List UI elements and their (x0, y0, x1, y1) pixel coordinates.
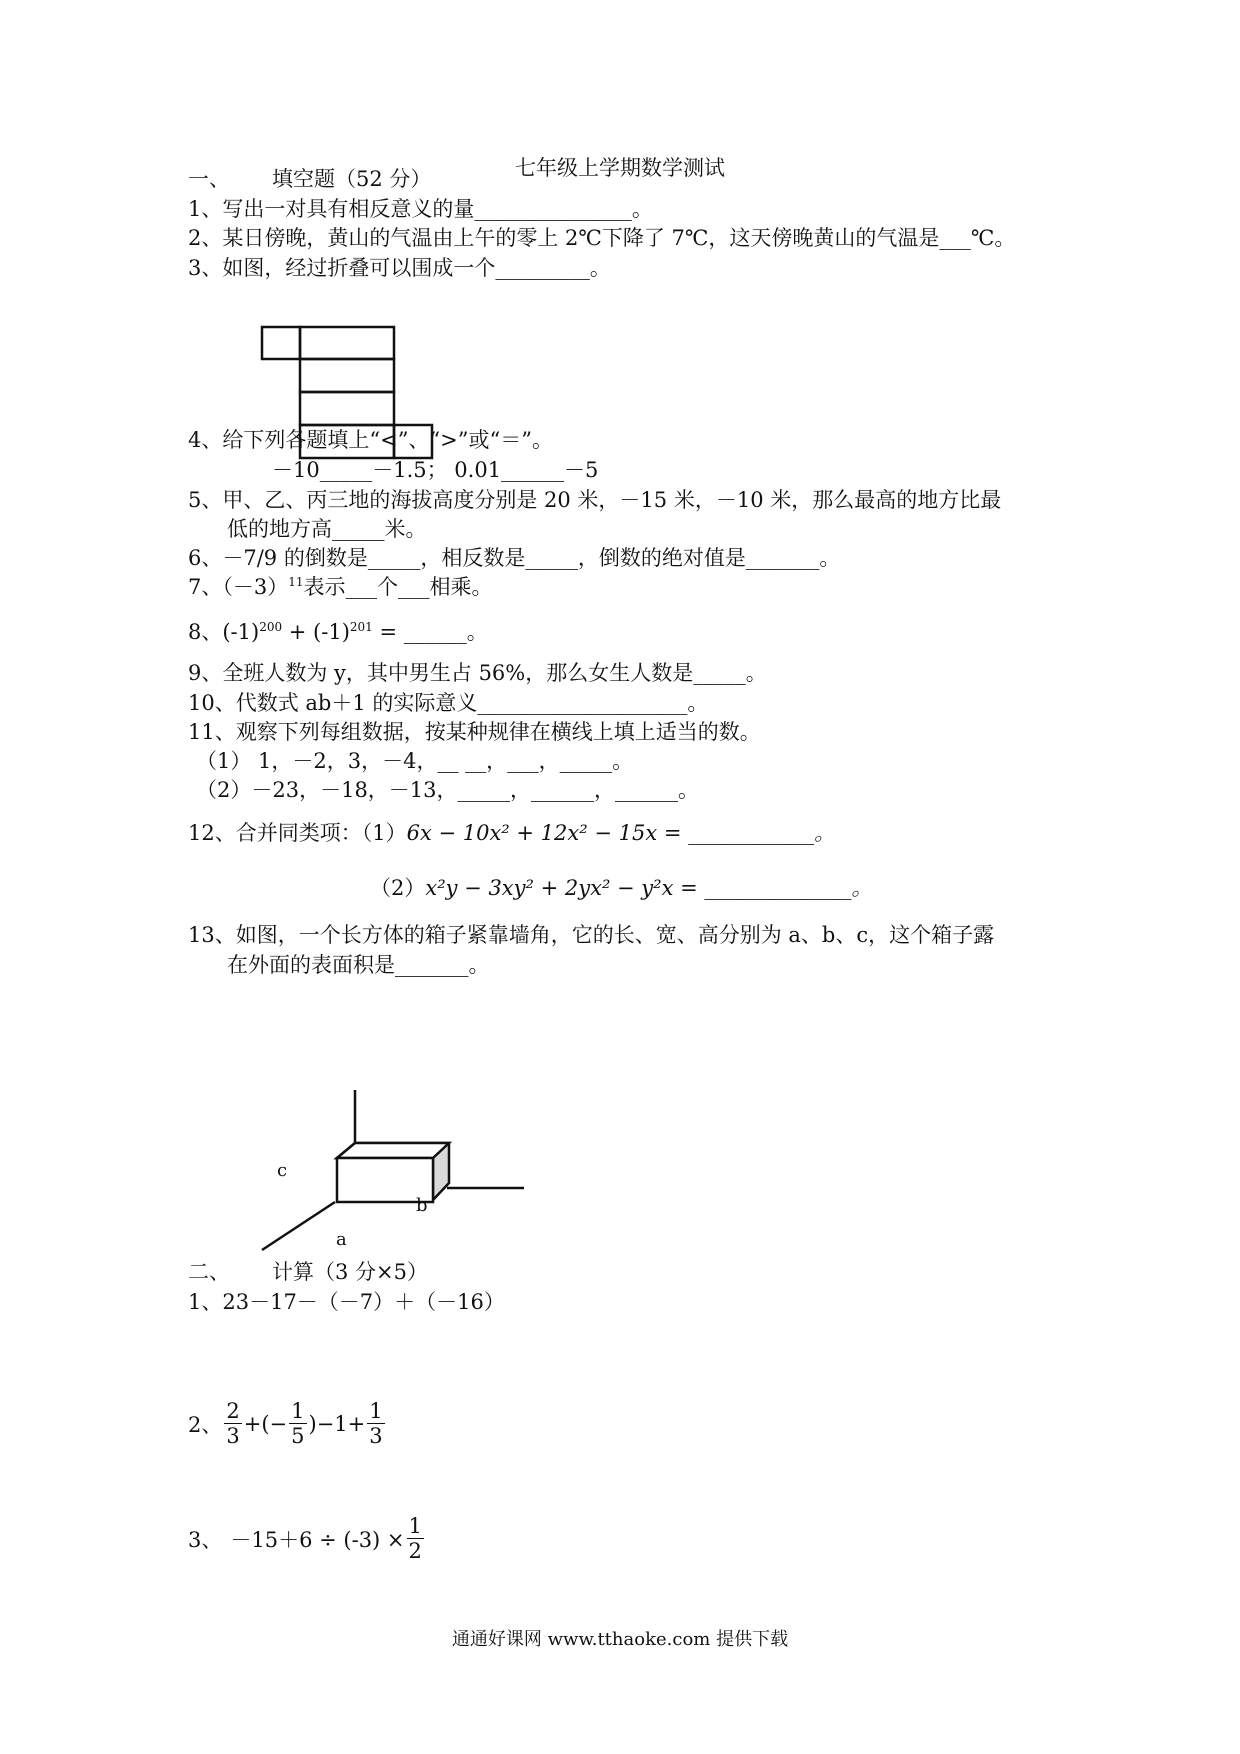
fraction-numerator: 1 (369, 1399, 383, 1423)
question-2: 2、某日傍晚，黄山的气温由上午的零上 2℃下降了 7℃，这天傍晚黄山的气温是___℃。 (188, 226, 1016, 250)
calc-2-operator-1: +(− (243, 1411, 288, 1436)
section-2-number: 二、 (188, 1260, 230, 1284)
question-5-line-1: 5、甲、乙、丙三地的海拔高度分别是 20 米，－15 米，－10 米，那么最高的地方比最 (188, 488, 1002, 512)
question-8-answer: = ______。 (372, 620, 488, 644)
fraction-1-5 (289, 1400, 306, 1447)
net-square-1 (300, 327, 394, 359)
fraction-denominator: 5 (291, 1424, 305, 1449)
net-square-left (262, 327, 300, 359)
cube-net-figure (262, 327, 432, 458)
calc-2-number: 2、 (188, 1412, 223, 1437)
fraction-1-3 (367, 1400, 384, 1447)
net-square-4 (300, 425, 394, 458)
question-8-exponent-2: 201 (349, 620, 373, 634)
question-12-lead-2: （2） (370, 876, 426, 900)
question-3: 3、如图，经过折叠可以围成一个_________。 (188, 256, 611, 280)
calc-3 (188, 1515, 426, 1562)
question-7-text: 表示___个___相乘。 (303, 575, 493, 599)
net-square-right (394, 425, 432, 458)
label-c: c (277, 1160, 288, 1181)
net-square-2 (300, 359, 394, 392)
fraction-denominator: 2 (408, 1539, 422, 1564)
question-4-items: －10_____－1.5； 0.01______－5 (272, 458, 599, 482)
question-4: 4、给下列各题填上“<”、“>”或“＝”。 (188, 428, 553, 452)
fraction-1-2 (407, 1515, 424, 1562)
question-10: 10、代数式 ab＋1 的实际意义____________________。 (188, 691, 709, 715)
fraction-numerator: 1 (408, 1514, 422, 1538)
section-1-label: 填空题（52 分） (272, 167, 432, 191)
calc-3-expression: －15＋6 ÷ (-3) × (230, 1527, 405, 1552)
page-title: 七年级上学期数学测试 (515, 156, 725, 180)
label-b: b (416, 1195, 428, 1216)
box-corner-figure (262, 1090, 524, 1250)
question-5-line-2: 低的地方高_____米。 (227, 517, 427, 541)
question-11-part-1: （1） 1，－2，3，－4，__ __，___，_____。 (196, 749, 634, 773)
question-12-lead: 12、合并同类项：（1） (188, 821, 407, 845)
fraction-numerator: 2 (226, 1399, 240, 1423)
fraction-denominator: 3 (369, 1424, 383, 1449)
calc-3-number: 3、 (188, 1527, 223, 1552)
calc-2 (188, 1400, 387, 1447)
section-1-number: 一、 (188, 167, 230, 191)
box-top-face (337, 1143, 449, 1158)
question-13-line-2: 在外面的表面积是_______。 (227, 953, 490, 977)
footer-text: 通通好课网 www.tthaoke.com 提供下载 (451, 1629, 789, 1650)
question-7-exponent: 11 (288, 575, 304, 589)
section-2-heading (188, 1257, 428, 1287)
question-8-term-2: + (-1) (282, 620, 350, 644)
question-12-expression-1: 6x − 10x² + 12x² − 15x = ____________。 (406, 821, 836, 845)
question-9: 9、全班人数为 y，其中男生占 56%，那么女生人数是_____。 (188, 661, 767, 685)
question-8-term-1: 8、(-1) (188, 620, 260, 644)
fraction-2-3 (224, 1400, 241, 1447)
fraction-denominator: 3 (226, 1424, 240, 1449)
question-11: 11、观察下列每组数据，按某种规律在横线上填上适当的数。 (188, 720, 761, 744)
question-8-exponent-1: 200 (259, 620, 283, 634)
question-6: 6、－7/9 的倒数是_____，相反数是_____，倒数的绝对值是_______。 (188, 546, 841, 570)
fraction-numerator: 1 (291, 1399, 305, 1423)
question-7-base: 7、（－3） (188, 575, 289, 599)
question-13-line-1: 13、如图，一个长方体的箱子紧靠墙角，它的长、宽、高分别为 a、b、c，这个箱子露 (188, 923, 995, 947)
label-a: a (336, 1229, 347, 1250)
net-square-3 (300, 392, 394, 425)
calc-2-operator-2: )−1+ (308, 1411, 366, 1436)
question-12-expression-2: x²y − 3xy² + 2yx² − y²x = ______________。 (425, 876, 873, 900)
question-1: 1、写出一对具有相反意义的量_______________。 (188, 197, 653, 221)
section-2-label: 计算（3 分×5） (272, 1260, 428, 1284)
calc-1: 1、23－17－（－7）＋（－16） (188, 1290, 505, 1314)
floor-edge-diagonal (262, 1202, 335, 1250)
question-11-part-2: （2）－23，－18，－13，_____，______，______。 (196, 778, 700, 802)
